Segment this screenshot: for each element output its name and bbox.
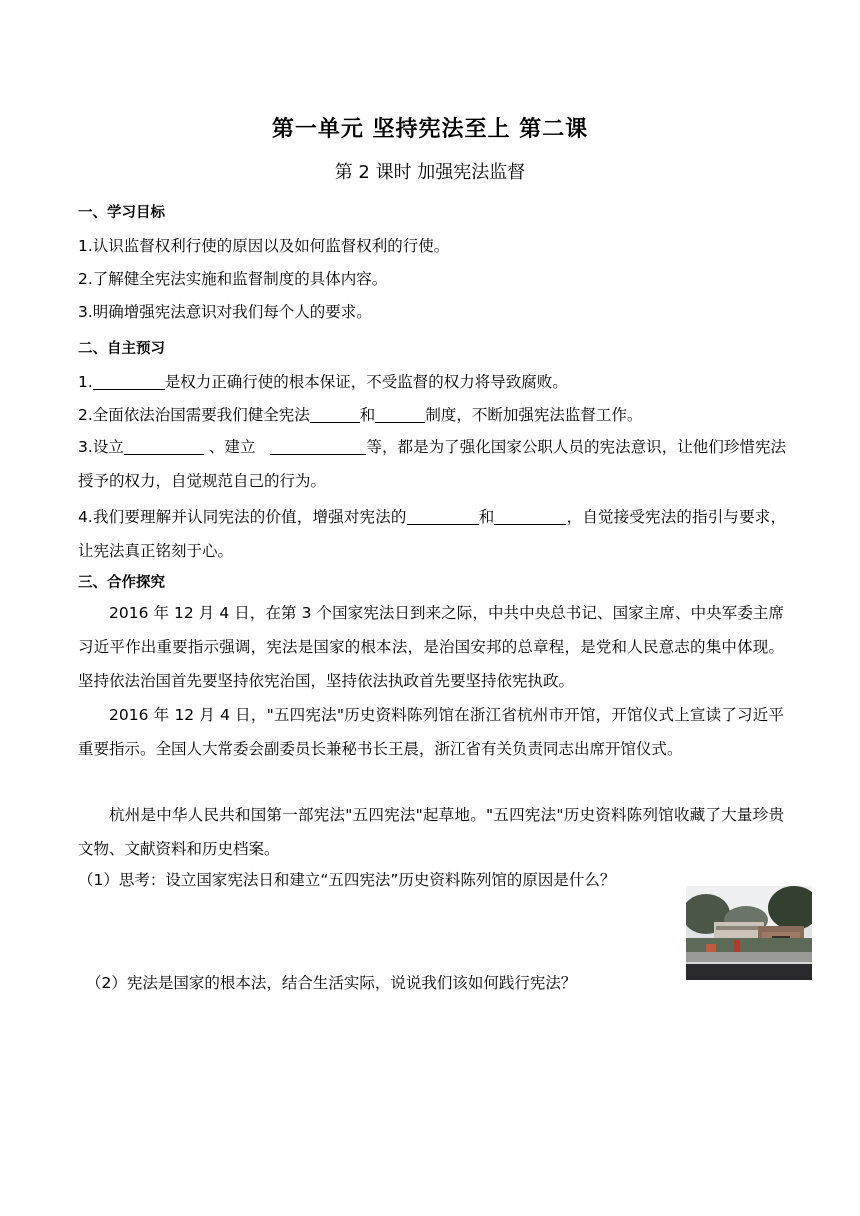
fill-blank[interactable] bbox=[124, 438, 204, 455]
question-text: 4.我们要理解并认同宪法的价值，增强对宪法的 bbox=[78, 508, 407, 526]
question-text: 3.设立 bbox=[78, 438, 124, 456]
page-subtitle: 第 2 课时 加强宪法监督 bbox=[334, 162, 526, 183]
fill-blank[interactable] bbox=[494, 508, 566, 525]
explore-paragraph: 2016 年 12 月 4 日，在第 3 个国家宪法日到来之际，中共中央总书记、国家主席、中央军委主席习近平作出重要指示强调，宪法是国家的根本法，是治国安邦的总章程，是党和人民意志的集中体现。坚持依法治国首先要坚持依宪治国，坚持依法执政首先要坚持依宪执政。 bbox=[78, 604, 784, 690]
question-text: 和 bbox=[359, 406, 376, 424]
goal-item: 2.了解健全宪法实施和监督制度的具体内容。 bbox=[78, 270, 388, 288]
question-text: 制度，不断加强宪法监督工作。 bbox=[425, 406, 643, 424]
section-heading-explore: 三、合作探究 bbox=[78, 575, 165, 591]
fill-blank[interactable] bbox=[375, 406, 425, 423]
fill-blank[interactable] bbox=[407, 508, 479, 525]
museum-photo bbox=[686, 886, 812, 980]
question-text: 1. bbox=[78, 373, 93, 391]
explore-paragraph: 杭州是中华人民共和国第一部宪法"五四宪法"起草地。"五四宪法"历史资料陈列馆收藏了大量珍贵文物、文献资料和历史档案。 bbox=[78, 806, 784, 858]
museum-photo-icon bbox=[686, 886, 812, 980]
fill-blank[interactable] bbox=[93, 373, 165, 390]
section-heading-preview: 二、自主预习 bbox=[78, 341, 165, 357]
preview-question-3 bbox=[78, 430, 786, 498]
fill-blank[interactable] bbox=[270, 438, 366, 455]
question-text: 和 bbox=[478, 508, 495, 526]
question-text: 2.全面依法治国需要我们健全宪法 bbox=[78, 406, 310, 424]
question-text: 等，都是为了强化国家公职人员的宪法意识，让他们珍惜宪法授予的权力，自觉规范自己的行为。 bbox=[78, 438, 786, 490]
preview-question-2 bbox=[78, 405, 642, 425]
question-text: ，自觉接受宪法的指引与要求，让宪法真正铭刻于心。 bbox=[78, 508, 786, 560]
explore-question-1: （1）思考：设立国家宪法日和建立“五四宪法”历史资料陈列馆的原因是什么？ bbox=[78, 871, 616, 889]
explore-question-2: （2）宪法是国家的根本法，结合生活实际，说说我们该如何践行宪法？ bbox=[86, 974, 577, 992]
page-title: 第一单元 坚持宪法至上 第二课 bbox=[271, 117, 589, 142]
goal-item: 3.明确增强宪法意识对我们每个人的要求。 bbox=[78, 303, 372, 321]
preview-question-4 bbox=[78, 500, 786, 568]
question-text: 是权力正确行使的根本保证，不受监督的权力将导致腐败。 bbox=[164, 373, 568, 391]
goal-item: 1.认识监督权利行使的原因以及如何监督权利的行使。 bbox=[78, 237, 450, 255]
question-text: 、建立 bbox=[208, 438, 256, 456]
preview-question-1 bbox=[78, 372, 568, 392]
explore-paragraph: 2016 年 12 月 4 日，"五四宪法"历史资料陈列馆在浙江省杭州市开馆，开馆仪式上宣读了习近平重要指示。全国人大常委会副委员长兼秘书长王晨，浙江省有关负责同志出席开馆仪式。 bbox=[78, 706, 784, 758]
fill-blank[interactable] bbox=[310, 406, 360, 423]
section-heading-goals: 一、学习目标 bbox=[78, 205, 165, 221]
